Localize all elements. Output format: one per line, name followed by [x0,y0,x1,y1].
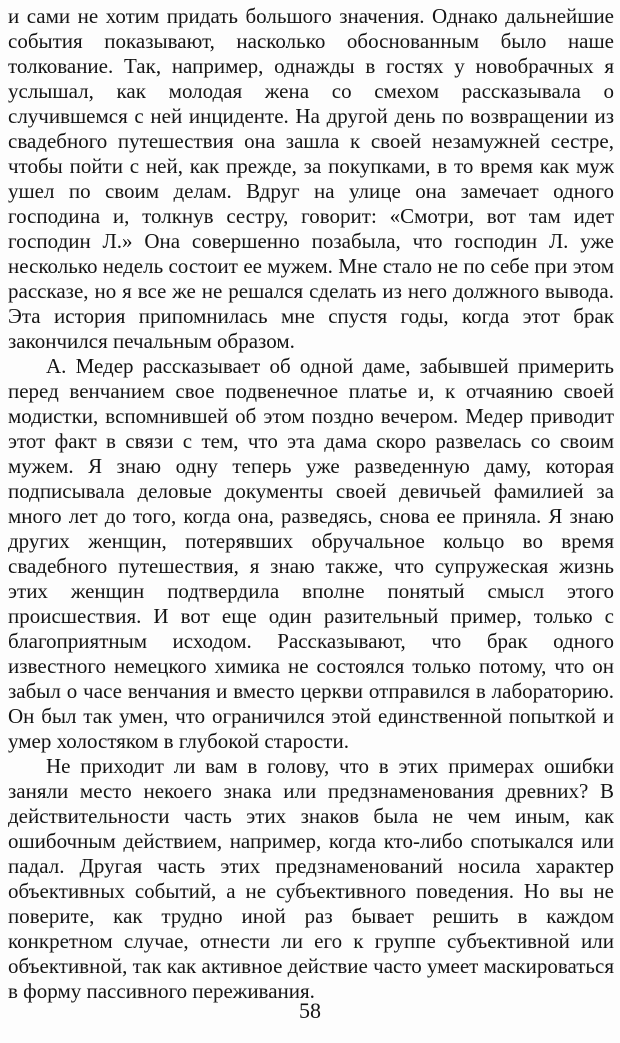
body-text [8,4,614,1004]
paragraph-3: Не приходит ли вам в голову, что в этих примерах ошибки заняли место некоего знака или предзнаменования древних? В действительности часть этих знаков была не чем иным, как ошибочным действием, например, когда кто-либо спотыкался или падал. Другая часть этих предзнаменований носила характер объективных событий, а не субъективного поведения. Но вы не поверите, как трудно иной раз бывает решить в каждом конкретном случае, отнести ли его к группе субъективной или объективной, так как активное действие часто умеет маскироваться в форму пассивного переживания. [8,754,614,1003]
page-number: 58 [299,998,321,1023]
paragraph-2: А. Медер рассказывает об одной даме, забывшей примерить перед венчанием свое подвенечное платье и, к отчаянию своей модистки, вспомнившей об этом поздно вечером. Медер приводит этот факт в связи с тем, что эта дама скоро развелась со своим мужем. Я знаю одну теперь уже разведенную даму, которая подписывала деловые документы своей девичьей фамилией за много лет до того, когда она, разведясь, снова ее приняла. Я знаю других женщин, потерявших обручальное кольцо во время свадебного путешествия, я знаю также, что супружеская жизнь этих женщин подтвердила вполне понятый смысл этого происшествия. И вот еще один разительный пример, только с благоприятным исходом. Рассказывают, что брак одного известного немецкого химика не состоялся только потому, что он забыл о часе венчания и вместо церкви отправился в лабораторию. Он был так умен, что ограничился этой единственной попыткой и умер холостяком в глубокой старости. [8,354,614,753]
paragraph-1: и сами не хотим придать большого значения. Однако дальнейшие события показывают, насколько обоснованным было наше толкование. Так, например, однажды в гостях у новобрачных я услышал, как молодая жена со смехом рассказывала о случившемся с ней инциденте. На другой день по возвращении из свадебного путешествия она зашла к своей незамужней сестре, чтобы пойти с ней, как прежде, за покупками, в то время как муж ушел по своим делам. Вдруг на улице она замечает одного господина и, толкнув сестру, говорит: «Смотри, вот там идет господин Л.» Она совершенно позабыла, что господин Л. уже несколько недель состоит ее мужем. Мне стало не по себе при этом рассказе, но я все же не решался сделать из него должного вывода. Эта история припомнилась мне спустя годы, когда этот брак закончился печальным образом. [8,4,614,353]
